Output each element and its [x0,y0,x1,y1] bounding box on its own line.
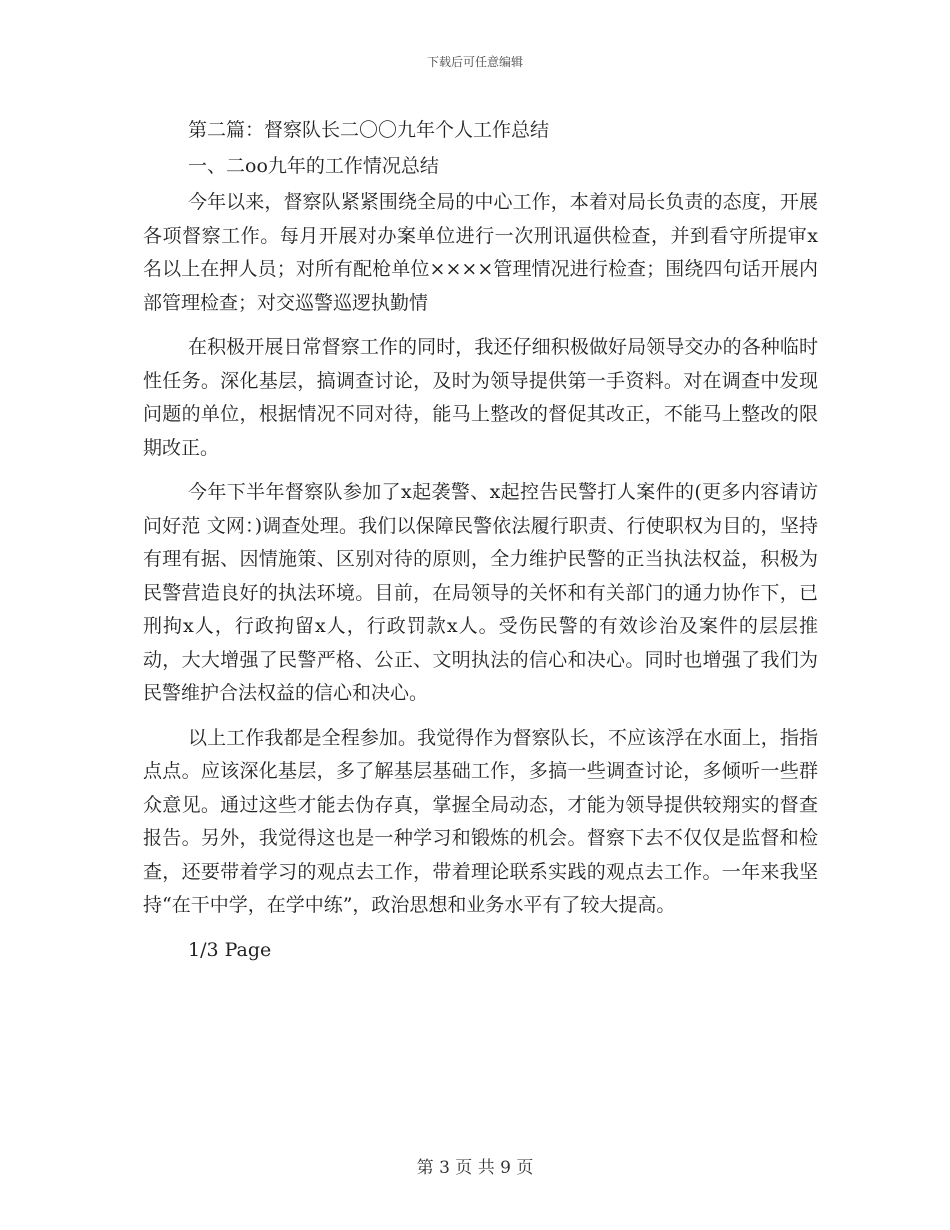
page-marker: 1/3 Page [188,938,272,961]
paragraph-3: 今年下半年督察队参加了x起袭警、x起控告民警打人案件的(更多内容请访问好范 文网：)调查处理。我们以保障民警依法履行职责、行使职权为目的，坚持有理有据、因情施策、区别对待的原则，全力维护民警的正当执法权益，积极为民警营造良好的执法环境。目前，在局领导的关怀和有关部门的通力协作下，已刑拘x人，行政拘留x人，行政罚款x人。受伤民警的有效诊治及案件的层层推动，大大增强了民警严格、公正、文明执法的信心和决心。同时也增强了我们为民警维护合法权益的信心和决心。 [143,481,818,704]
page-footer: 第 3 页 共 9 页 [416,1158,534,1178]
paragraph-4: 以上工作我都是全程参加。我觉得作为督察队长，不应该浮在水面上，指指点点。应该深化基层，多了解基层基础工作，多搞一些调查讨论，多倾听一些群众意见。通过这些才能去伪存真，掌握全局动态，才能为领导提供较翔实的督查报告。另外，我觉得这也是一种学习和锻炼的机会。督察下去不仅仅是监督和检查，还要带着学习的观点去工作，带着理论联系实践的观点去工作。一年来我坚持“在干中学，在学中练”，政治思想和业务水平有了较大提高。 [143,726,818,916]
document-body [143,112,818,967]
page-header: 下载后可任意编辑 [426,55,523,69]
section-heading: 一、二oo九年的工作情况总结 [188,155,439,177]
paragraph-1: 今年以来，督察队紧紧围绕全局的中心工作，本着对局长负责的态度，开展各项督察工作。每月开展对办案单位进行一次刑讯逼供检查，并到看守所提审x名以上在押人员；对所有配枪单位××××管理情况进行检查；围绕四句话开展内部管理检查；对交巡警巡逻执勤情 [143,191,818,314]
document-title: 第二篇：督察队长二〇〇九年个人工作总结 [188,119,550,141]
paragraph-2: 在积极开展日常督察工作的同时，我还仔细积极做好局领导交办的各种临时性任务。深化基层，搞调查讨论，及时为领导提供第一手资料。对在调查中发现问题的单位，根据情况不同对待，能马上整改的督促其改正，不能马上整改的限期改正。 [143,336,818,459]
